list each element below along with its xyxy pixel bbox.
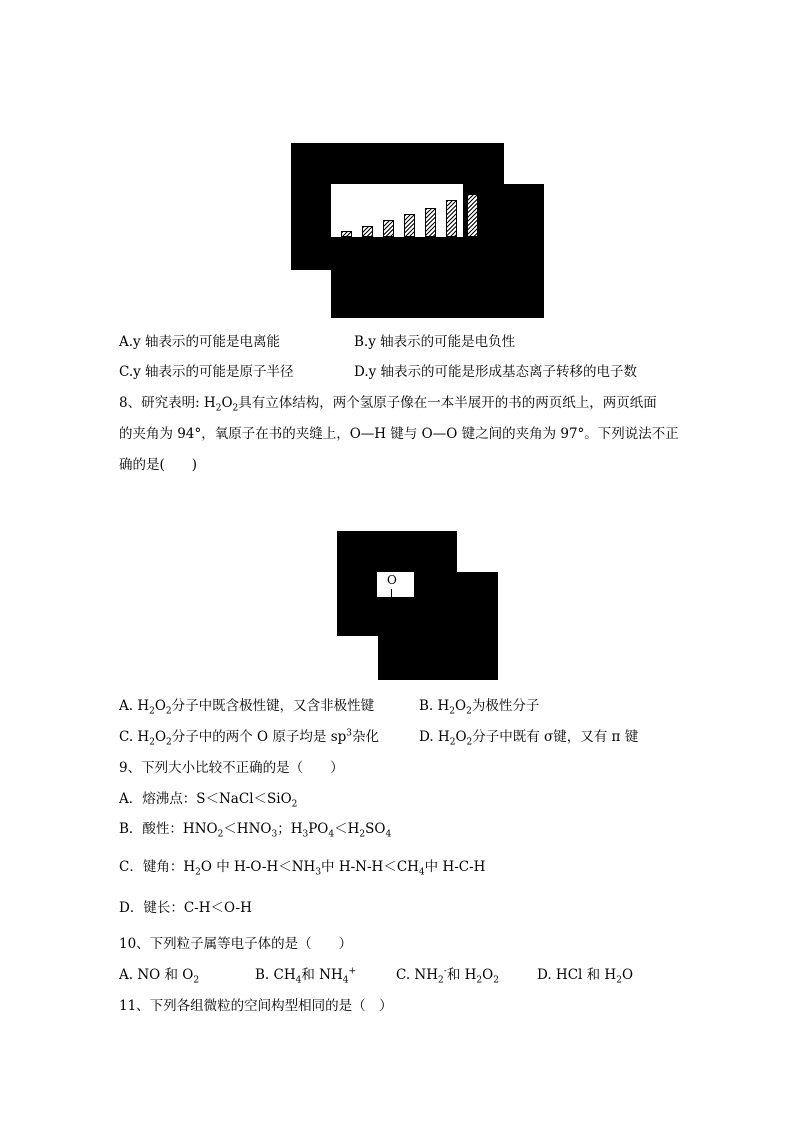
o-o-bond-stub [391,589,392,597]
redaction-block [337,572,377,597]
q8-option-c: C. $H_2O_2$分子中的两个 O 原子均是 $sp^3$杂化 [119,728,380,748]
q8-option-b: B. $H_2O_2$为极性分子 [419,698,540,717]
q10-option-a: A. NO 和 $O_2$ [119,967,200,986]
q10-option-c: C. $NH_2^-$和 $H_2O_2$ [396,966,499,986]
q10-option-b: B. $CH_4$和 $NH_4^+$ [255,966,357,986]
q8-stem-line2: 的夹角为 94°，氧原子在书的夹缝上，O—H 键与 O—O 键之间的夹角为 97°。下列说法不正 [119,426,679,442]
q11-stem: 11、下列各组微粒的空间构型相同的是（ ） [119,998,393,1014]
q9-option-d: D．键长：C-H＜O-H [119,900,252,916]
oxygen-atom-label: O [387,573,397,587]
redaction-block [414,572,457,597]
q9-stem: 9、下列大小比较不正确的是（ ） [119,760,344,776]
q9-option-b: B．酸性：$HNO_2<HNO_3$；$H_3PO_4<H_2SO_4$ [119,821,392,840]
redaction-block [337,531,457,572]
q7-option-b: B.y 轴表示的可能是电负性 [354,334,516,350]
redaction-block [337,597,457,636]
q8-option-d: D. $H_2O_2$分子中既有 σ键，又有 π 键 [419,729,639,748]
redaction-block [378,636,457,680]
q8-stem-line3: 确的是( ) [119,457,198,473]
q10-option-d: D. HCl 和 $H_2O$ [537,967,634,986]
q10-stem: 10、下列粒子属等电子体的是（ ） [119,936,353,952]
q7-option-d: D.y 轴表示的可能是形成基态离子转移的电子数 [354,364,638,380]
q8-option-a: A. $H_2O_2$分子中既含极性键，又含非极性键 [119,698,375,717]
q7-option-a: A.y 轴表示的可能是电离能 [119,334,280,350]
q9-option-c: C．键角：$H_2O$ 中 $H-O-H<NH_3$中 $H-N-H<CH_4$中 H-C-H [119,859,486,878]
q8-stem-line1: 8、研究表明: $H_2O_2$具有立体结构，两个氢原子像在一本半展开的书的两页纸上，两页纸面 [119,395,657,414]
redaction-block [457,572,498,680]
q7-option-c: C.y 轴表示的可能是原子半径 [119,364,294,380]
q9-option-a: A．熔沸点：S＜NaCl＜SiO$_2$ [119,791,298,810]
